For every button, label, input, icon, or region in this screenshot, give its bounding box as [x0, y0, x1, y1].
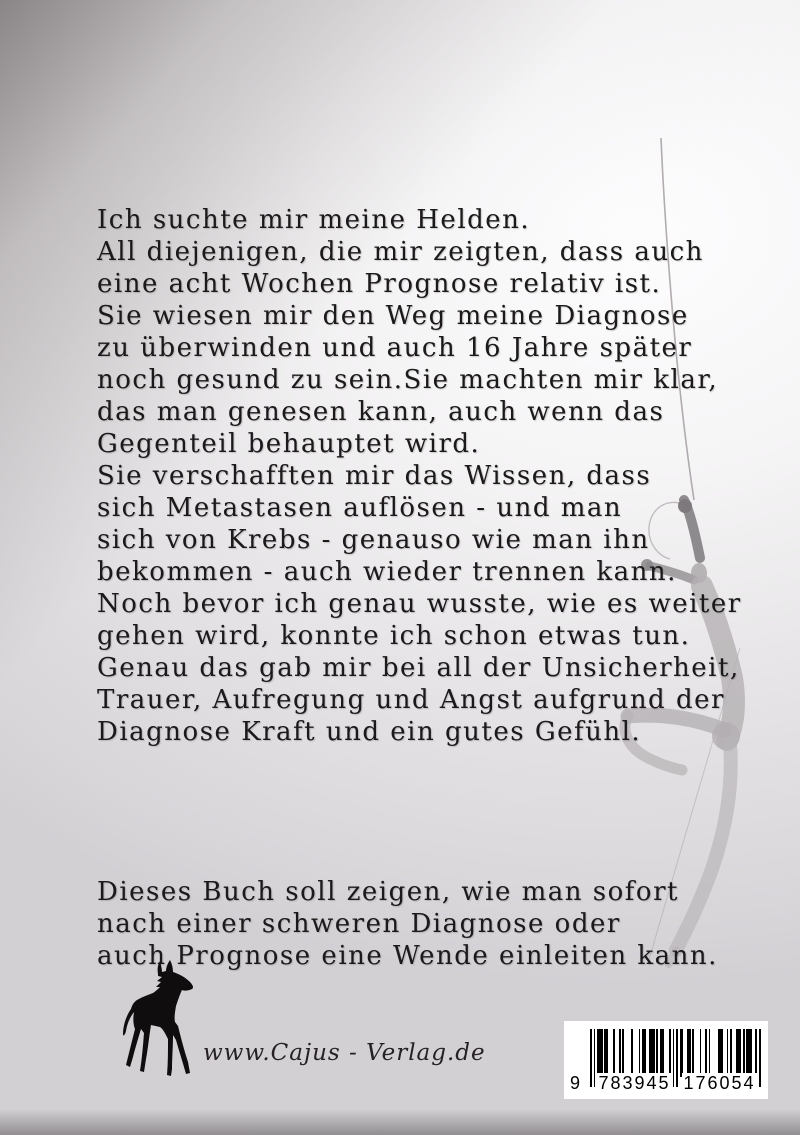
- blurb: [97, 140, 742, 1036]
- text-line: zu überwinden und auch 16 Jahre später: [97, 333, 693, 363]
- text-line: eine acht Wochen Prognose relativ ist.: [97, 269, 662, 299]
- barcode-group-2: 176054: [683, 1073, 756, 1093]
- barcode-prefix-digit: 9: [570, 1073, 583, 1093]
- text-line: Gegenteil behauptet wird.: [97, 429, 481, 459]
- blurb-paragraph-1: [97, 204, 742, 748]
- isbn-barcode: [564, 1021, 768, 1099]
- text-line: Noch bevor ich genau wusste, wie es weiter: [97, 589, 742, 619]
- text-line: nach einer schweren Diagnose oder: [97, 909, 621, 939]
- bottom-shadow: [0, 1109, 800, 1135]
- text-line: auch Prognose eine Wende einleiten kann.: [97, 941, 718, 971]
- text-line: Sie verschafften mir das Wissen, dass: [97, 461, 652, 491]
- text-line: das man genesen kann, auch wenn das: [97, 397, 665, 427]
- text-line: Dieses Buch soll zeigen, wie man sofort: [97, 877, 679, 907]
- text-line: sich Metastasen auflösen - und man: [97, 493, 623, 523]
- horse-logo-icon: [122, 960, 216, 1078]
- text-line: bekommen - auch wieder trennen kann.: [97, 557, 677, 587]
- text-line: gehen wird, konnte ich schon etwas tun.: [97, 621, 691, 651]
- barcode-group-1: 783945: [598, 1073, 671, 1093]
- blurb-paragraph-2: [97, 876, 742, 972]
- text-line: Diagnose Kraft und ein gutes Gefühl.: [97, 717, 642, 747]
- text-line: noch gesund zu sein.Sie machten mir klar,: [97, 365, 719, 395]
- publisher-website: www.Cajus - Verlag.de: [203, 1040, 486, 1066]
- text-line: All diejenigen, die mir zeigten, dass auch: [97, 237, 704, 267]
- text-line: Sie wiesen mir den Weg meine Diagnose: [97, 301, 689, 331]
- text-line: Ich suchte mir meine Helden.: [97, 205, 531, 235]
- barcode-numbers: [564, 1071, 768, 1095]
- text-line: sich von Krebs - genauso wie man ihn: [97, 525, 650, 555]
- text-line: Genau das gab mir bei all der Unsicherheit,: [97, 653, 740, 683]
- text-line: Trauer, Aufregung und Angst aufgrund der: [97, 685, 725, 715]
